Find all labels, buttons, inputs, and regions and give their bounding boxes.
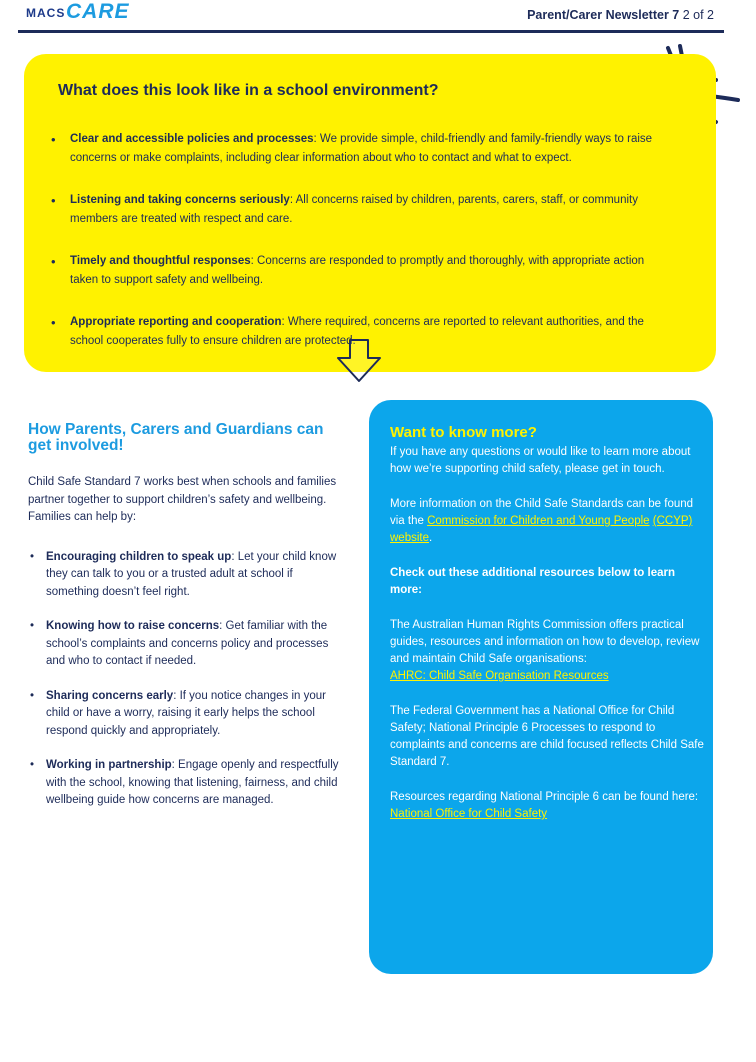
bullet-icon: • [51,132,56,147]
ahrc-paragraph [390,617,710,685]
item-heading: Working in partnership [46,759,172,771]
school-environment-panel [24,54,716,372]
item-text: : If you notice changes in your child or have a worry, raising it early helps the school respond quickly and appropriately. [46,689,326,737]
bullet-icon: • [30,550,35,563]
want-to-know-more-body [390,444,710,841]
down-arrow-icon [336,338,382,384]
ccyp-end: . [429,532,433,544]
item-text: : Let your child know they can talk to you or a trusted adult at school if something doesn’t feel right. [46,550,337,598]
national-office-link[interactable]: National Office for Child Safety [390,808,548,820]
item-heading: Encouraging children to speak up [46,550,232,563]
item-text: : We provide simple, child-friendly and family-friendly ways to raise concerns or make complaints, including clear information about who to contact and what to expect. [70,133,653,164]
item-heading: Appropriate reporting and cooperation [70,316,282,328]
item-text: : All concerns raised by children, parents, carers, staff, or community members are treated with respect and care. [70,194,638,225]
header-divider [18,30,724,33]
get-involved-list [28,549,348,810]
list-item [51,130,660,168]
item-text: : Engage openly and respectfully with the school, knowing that listening, fairness, and child wellbeing guide how concerns are managed. [46,759,339,806]
national-office-paragraph: The Federal Government has a National Office for Child Safety; National Principle 6 Processes to respond to complaints and concerns are child focused reflects Child Safe Standard 7. [390,705,704,768]
item-text: : Where required, concerns are reported to relevant authorities, and the school cooperates fully to ensure children are protected. [70,316,644,347]
get-involved-intro: Child Safe Standard 7 works best when schools and families partner together to support children’s safety and wellbeing. Families can help by: [28,476,337,523]
list-item [28,549,348,602]
bullet-icon: • [30,759,35,771]
macs-logo: MACS [26,6,66,20]
list-item [51,191,660,229]
ahrc-link[interactable]: AHRC: Child Safe Organisation Resources [390,670,609,682]
newsletter-label [527,8,714,22]
list-item [28,688,348,741]
resources-heading-text: Check out these additional resources below to learn more: [390,567,676,596]
want-to-know-more-title: Want to know more? [390,424,537,441]
item-heading: Listening and taking concerns seriously [70,194,290,206]
bullet-icon: • [51,193,56,208]
want-to-know-more-panel [369,400,713,974]
care-logo: CARE [66,0,130,23]
page-indicator: 2 of 2 [682,8,714,22]
bullet-icon: • [30,689,35,702]
item-text: : Get familiar with the school’s complaints and concerns policy and processes and who to contact if needed. [46,620,329,667]
newsletter-title: Parent/Carer Newsletter 7 [527,8,680,22]
item-heading: Sharing concerns early [46,689,174,702]
list-item [51,252,660,290]
school-environment-title: What does this look like in a school environment? [58,82,439,99]
principle-6-text: Resources regarding National Principle 6 can be found here: [390,791,699,803]
ccyp-paragraph [390,496,710,547]
list-item [28,618,348,671]
get-involved-title: How Parents, Carers and Guardians can get involved! [28,421,324,454]
ccyp-website-link[interactable]: (CCYP) website [390,515,693,544]
bullet-icon: • [51,315,56,330]
page-header [0,0,756,34]
bullet-icon: • [51,254,56,269]
bullet-icon: • [30,620,35,632]
principle-6-paragraph [390,789,710,823]
resources-heading [390,565,710,599]
ahrc-text: The Australian Human Rights Commission offers practical guides, resources and information on how to develop, review and maintain Child Safe organisations: [390,619,700,665]
contact-paragraph: If you have any questions or would like to learn more about how we’re supporting child safety, please get in touch. [390,446,691,475]
ccyp-text: More information on the Child Safe Standards can be found via the [390,498,694,527]
get-involved-section [28,422,348,827]
item-heading: Clear and accessible policies and processes [70,133,314,145]
item-text: : Concerns are responded to promptly and thoroughly, with appropriate action taken to support safety and wellbeing. [70,255,645,286]
ccyp-link[interactable]: Commission for Children and Young People [427,515,650,527]
item-heading: Timely and thoughtful responses [70,255,251,267]
list-item [28,757,348,810]
item-heading: Knowing how to raise concerns [46,620,220,632]
